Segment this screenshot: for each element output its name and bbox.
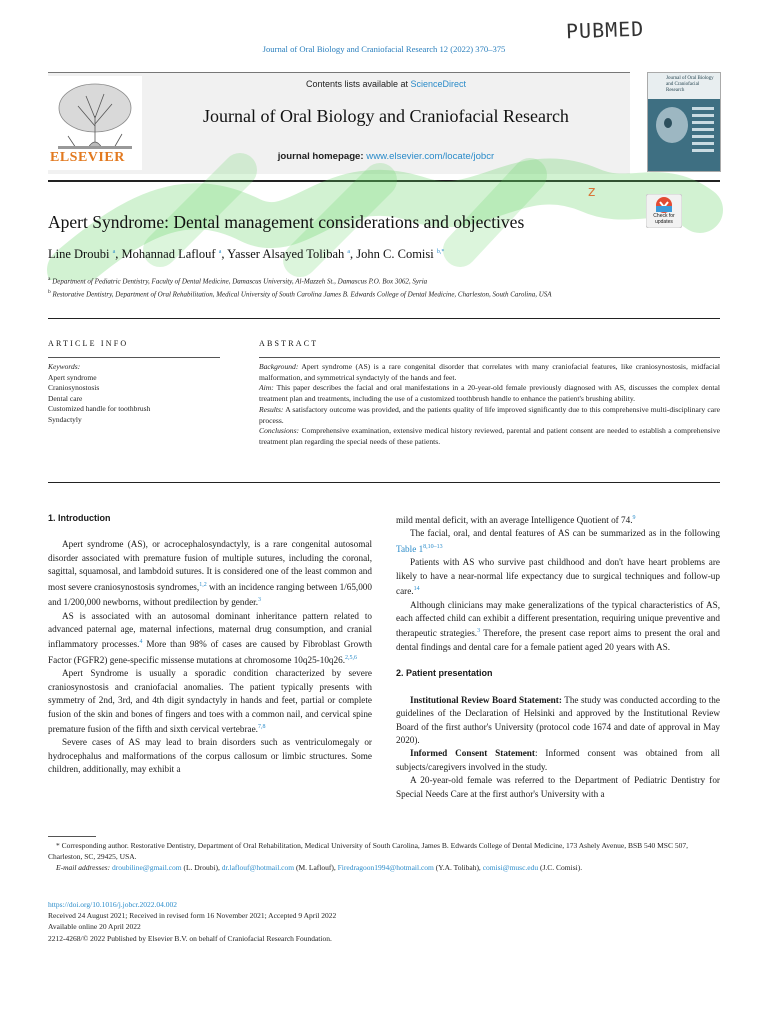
abstract-aim xyxy=(259,383,720,404)
paragraph-text: The study was conducted according to the guidelines of the Declaration of Helsinki and approved by the Institutional Review Board of the first author's University (protocol code 1674 and date of approval in May 2020). xyxy=(396,694,720,745)
abstract-conclusions xyxy=(259,426,720,447)
author-name: Mohannad Laflouf xyxy=(121,247,216,261)
paragraph xyxy=(396,599,720,655)
paragraph-text: The facial, oral, and dental features of AS can be summarized as in the following xyxy=(410,528,720,539)
email-owner: (M. Laflouf), xyxy=(294,863,338,873)
abstract-label: Results: xyxy=(259,404,284,414)
footnote-rule xyxy=(48,836,96,837)
affiliation-b xyxy=(48,287,628,300)
homepage-line xyxy=(142,151,630,162)
journal-title: Journal of Oral Biology and Craniofacial Research xyxy=(203,106,569,126)
paragraph-text: with an incidence ranging between 1/65,000 and 1/200,000 newborns, without predilection by gender. xyxy=(48,581,372,608)
citation-link[interactable]: 14 xyxy=(413,586,420,593)
affiliation-a xyxy=(48,274,628,287)
email-addresses xyxy=(48,862,720,873)
contents-line xyxy=(142,79,630,89)
paragraph-text: More than 98% of cases are caused by Fibroblast Growth Factor (FGFR2) gene-specific missense mutations at chromosome 10q25-10q26. xyxy=(48,639,372,665)
body-column-left xyxy=(48,512,372,777)
abstract-label: Background: xyxy=(259,362,299,371)
homepage-prefix: journal homepage: xyxy=(277,151,367,162)
author-affiliation-mark[interactable]: a xyxy=(112,248,116,255)
abstract-text: Apert syndrome (AS) is a rare congenital disorder that correlates with many craniofacial features, like craniosynostosis, midfacial malformation, and symmetrical syndactyly of the hands and feet. xyxy=(259,362,720,382)
abstract-results xyxy=(259,405,720,426)
doi-link[interactable]: https://doi.org/10.1016/j.jobcr.2022.04.002 xyxy=(48,900,178,909)
author-affiliation-mark[interactable]: b,* xyxy=(436,248,445,255)
paragraph xyxy=(396,747,720,774)
footnotes xyxy=(48,840,720,874)
email-link[interactable]: Firedragoon1994@hotmail.com xyxy=(337,863,434,873)
publication-info xyxy=(48,899,720,944)
abstract-background xyxy=(259,362,720,383)
abstract-label: Conclusions: xyxy=(259,426,300,436)
spacer xyxy=(396,681,720,694)
citation-link[interactable]: 9 xyxy=(632,515,636,521)
statement-label: Institutional Review Board Statement: xyxy=(410,694,562,705)
running-head: Journal of Oral Biology and Craniofacial Research 12 (2022) 370–375 xyxy=(262,44,506,54)
paragraph xyxy=(48,538,372,609)
keyword: Syndactyly xyxy=(48,414,82,424)
statement-label: Informed Consent Statement xyxy=(410,748,535,759)
body-column-right xyxy=(396,512,720,801)
header-rule xyxy=(48,180,720,182)
citation-link[interactable]: 3 xyxy=(477,628,481,635)
abstract-heading: ABSTRACT xyxy=(259,339,319,348)
available-online: Available online 20 April 2022 xyxy=(48,922,141,932)
email-link[interactable]: comisi@musc.edu xyxy=(482,863,539,873)
abstract-label: Aim: xyxy=(259,383,274,393)
keyword: Dental care xyxy=(48,393,83,403)
divider xyxy=(48,482,720,483)
email-label: E-mail addresses: xyxy=(56,863,111,873)
paragraph-text: mild mental deficit, with an average Intelligence Quotient of 74. xyxy=(396,515,633,526)
email-link[interactable]: droubiline@gmail.com xyxy=(111,863,182,873)
cover-title: Journal of Oral Biology and Craniofacial Research xyxy=(666,76,714,93)
paragraph-text: : Informed consent was obtained from all subjects/caregivers involved in the study. xyxy=(396,748,720,772)
crossmark-label: Check for updates xyxy=(653,213,675,225)
paragraph-text: Apert syndrome (AS), or acrocephalosyndactyly, is a rare congenital autosomal disorder associated with premature fusion of multiple sutures, including the coronal, sagittal, squamosal, and lambdoid sutures. It is considered one of the least common and most severe craniosynostosis syndromes, xyxy=(48,539,372,592)
affiliations xyxy=(48,274,628,301)
divider xyxy=(48,318,720,319)
journal-cover-thumbnail[interactable] xyxy=(647,72,721,172)
affiliation-text: Department of Pediatric Dentistry, Faculty of Dental Medicine, Damascus University, Al-Mazzeh St., Damascus P.O. Box 3062, Syria xyxy=(52,277,428,286)
citation-link[interactable]: 3 xyxy=(258,597,261,604)
email-link[interactable]: dr.laflouf@hotmail.com xyxy=(221,863,295,873)
keywords-block xyxy=(48,362,218,426)
paragraph xyxy=(396,512,720,527)
abstract-body xyxy=(259,362,720,448)
paragraph-text: AS is associated with an autosomal dominant inheritance pattern related to advanced paternal age, maternal infections, maternal drug consumption, and cranial inflammatory processes. xyxy=(48,610,372,650)
citation-link[interactable]: 4 xyxy=(139,639,143,646)
citation-link[interactable]: 7,8 xyxy=(257,723,266,730)
corresponding-author-note: * Corresponding author. Restorative Dentistry, Department of Oral Rehabilitation, Medical University of South Carolina, James B. Edwards College of Dental Medicine, 173 Ashely Avenue, BSB 540 MSC 507, Charleston, SC, 29425, USA. xyxy=(48,841,688,862)
paragraph xyxy=(396,694,720,748)
paragraph xyxy=(48,667,372,736)
citation-link[interactable]: 1,2 xyxy=(199,581,207,588)
abstract-text: A satisfactory outcome was provided, and the patients quality of life improved significantly due to this comprehensive multi-disciplinary care process. xyxy=(259,404,720,425)
keyword: Customized handle for toothbrush xyxy=(48,404,151,414)
article-title: Apert Syndrome: Dental management considerations and objectives xyxy=(48,212,525,232)
handwritten-note: PUBMED xyxy=(565,16,645,44)
section-heading-introduction: 1. Introduction xyxy=(48,513,111,523)
citation-link[interactable]: 2,5,6 xyxy=(345,654,358,661)
keyword: Craniosynostosis xyxy=(48,383,100,393)
keyword: Apert syndrome xyxy=(48,372,97,382)
affiliation-mark: b xyxy=(48,289,51,296)
publisher-wordmark: ELSEVIER xyxy=(50,150,125,165)
paragraph-text: Apert Syndrome is usually a sporadic condition characterized by severe craniosynostosis and craniofacial anomalies. The patient typically presents with symmetry of 2nd, 3rd, and 4th digit syndactyly in hands and feet, partial or complete fusion of the skin and bones of fingers and toes with a common nail, and cervical spine premature fusion of the fifth and sixth cervical vertebrae. xyxy=(48,668,372,734)
author-affiliation-mark[interactable]: a xyxy=(347,248,351,255)
paragraph xyxy=(396,556,720,598)
paragraph-text: Although clinicians may make generalizations of the typical characteristics of AS, each affected child can exhibit a different presentation, requiring unique preventive and therapeutic strategies. xyxy=(396,599,720,639)
spacer xyxy=(396,654,720,667)
copyright-line: 2212-4268/© 2022 Published by Elsevier B.V. on behalf of Craniofacial Research Foundation. xyxy=(48,933,332,943)
pen-mark: z xyxy=(588,184,596,200)
affiliation-mark: a xyxy=(48,276,51,282)
author-list: Line Droubi $^a$, Mohannad Laflouf $^a$, Yasser Alsayed Tolibah $^a$, John C. Comisi $^{b,*}$ xyxy=(48,247,445,261)
email-owner: (J.C. Comisi). xyxy=(538,863,583,873)
homepage-link[interactable]: www.elsevier.com/locate/jobcr xyxy=(366,151,495,162)
article-info-heading: ARTICLE INFO xyxy=(48,339,129,348)
citation-link[interactable]: 8,10–13 xyxy=(423,543,443,550)
paragraph: A 20-year-old female was referred to the Department of Pediatric Dentistry for Special Needs Care at the first author's University with a xyxy=(396,775,720,799)
email-owner: (L. Droubi), xyxy=(181,863,222,873)
author-name: Yasser Alsayed Tolibah xyxy=(227,247,345,261)
divider xyxy=(48,357,220,358)
received-dates: Received 24 August 2021; Received in revised form 16 November 2021; Accepted 9 April 2022 xyxy=(48,911,337,921)
author-name: John C. Comisi xyxy=(356,247,434,261)
paragraph xyxy=(396,527,720,556)
abstract-text: This paper describes the facial and oral manifestations in a 20-year-old female previously diagnosed with AS, discusses the complex dental treatment plan and treatments, including the use of a customized toothbrush handle to enhance the patient's brushing ability. xyxy=(259,383,720,404)
sciencedirect-link[interactable]: ScienceDirect xyxy=(410,79,467,89)
contents-prefix: Contents lists available at xyxy=(305,79,411,89)
paragraph: Severe cases of AS may lead to brain disorders such as ventriculomegaly or hydrocephalus and malformations of the corpus callosum or limbic structures. Some children, additionally, may exhibit a xyxy=(48,737,372,775)
abstract-text: Comprehensive examination, extensive medical history reviewed, parental and patient consent are needed to establish a comprehensive treatment plan regarding the special needs of these patients. xyxy=(259,426,720,446)
paragraph xyxy=(48,610,372,668)
author-affiliation-mark[interactable]: a xyxy=(218,248,222,255)
affiliation-text: Restorative Dentistry, Department of Oral Rehabilitation, Medical University of South Carolina James B. Edwards College of Dental Medicine, Charleston, South Carolina, USA xyxy=(52,290,552,299)
paragraph-text: Patients with AS who survive past childhood and don't have heart problems are likely to have a near-normal life expectancy due to surgical techniques and follow-up care. xyxy=(396,557,720,597)
section-heading-patient-presentation: 2. Patient presentation xyxy=(396,668,493,679)
spacer xyxy=(48,525,372,538)
table-link[interactable]: Table 1 xyxy=(396,543,424,554)
paragraph-text: Therefore, the present case report aims to present the oral and dental findings and dental care for a female patient aged 20 years with AS. xyxy=(396,628,720,652)
keywords-label: Keywords: xyxy=(48,362,81,371)
divider xyxy=(259,357,720,358)
author-name: Line Droubi xyxy=(48,247,110,261)
email-owner: (Y.A. Tolibah), xyxy=(433,863,483,873)
